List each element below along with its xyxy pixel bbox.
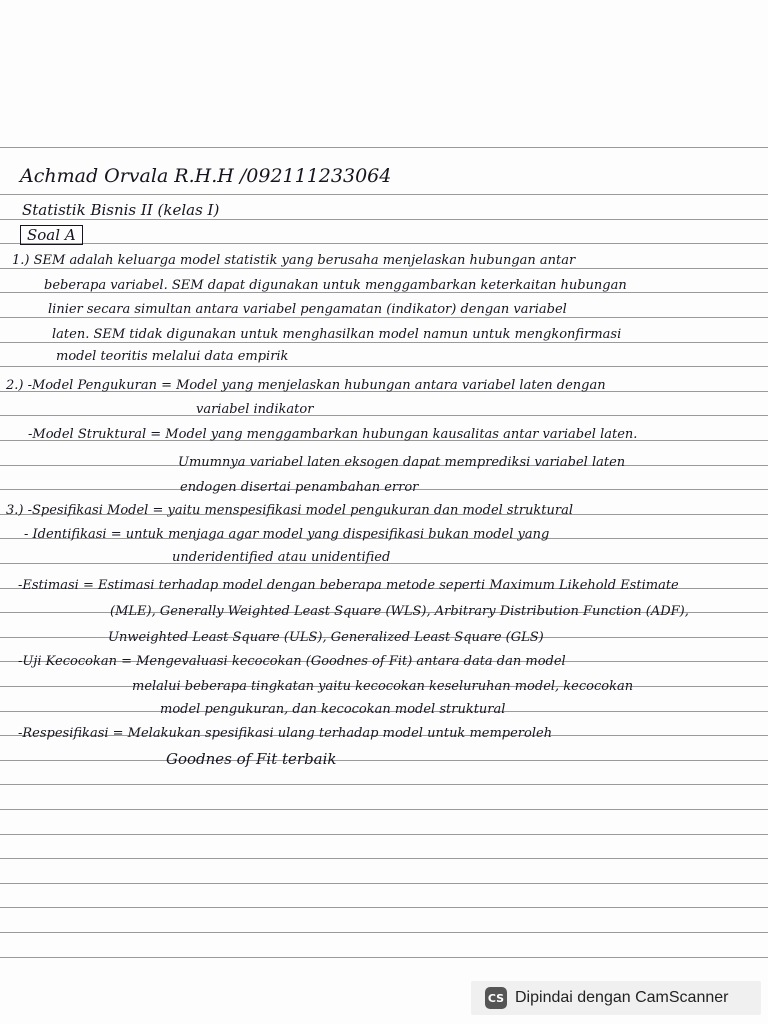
course-title: Statistik Bisnis II (kelas I) xyxy=(22,201,220,219)
answer-3-line: underidentified atau unidentified xyxy=(172,550,391,565)
answer-2-line: -Model Struktural = Model yang menggambarkan hubungan kausalitas antar variabel laten. xyxy=(28,427,638,442)
answer-2-line: 2.) -Model Pengukuran = Model yang menjelaskan hubungan antara variabel laten dengan xyxy=(6,378,606,393)
answer-2-line: variabel indikator xyxy=(196,402,314,417)
answer-3-line: (MLE), Generally Weighted Least Square (WLS), Arbitrary Distribution Function (ADF), xyxy=(110,604,689,619)
answer-3-line: model pengukuran, dan kecocokan model struktural xyxy=(160,702,506,717)
ruled-line xyxy=(0,243,768,244)
ruled-line xyxy=(0,858,768,859)
ruled-line xyxy=(0,415,768,416)
ruled-line xyxy=(0,932,768,933)
answer-3-line: Goodnes of Fit terbaik xyxy=(166,750,337,768)
answer-1-line: linier secara simultan antara variabel pengamatan (indikator) dengan variabel xyxy=(48,302,567,317)
answer-3-line: - Identifikasi = untuk menjaga agar model yang dispesifikasi bukan model yang xyxy=(24,527,550,542)
answer-3-line: -Respesifikasi = Melakukan spesifikasi ulang terhadap model untuk memperoleh xyxy=(18,726,553,741)
answer-3-line: 3.) -Spesifikasi Model = yaitu menspesifikasi model pengukuran dan model struktural xyxy=(6,503,574,518)
ruled-line xyxy=(0,907,768,908)
answer-3-line: Unweighted Least Square (ULS), Generalized Least Square (GLS) xyxy=(108,630,544,645)
ruled-line xyxy=(0,784,768,785)
ruled-line xyxy=(0,194,768,195)
ruled-line xyxy=(0,268,768,269)
ruled-line xyxy=(0,760,768,761)
ruled-line xyxy=(0,366,768,367)
answer-3-line: -Uji Kecocokan = Mengevaluasi kecocokan (Goodnes of Fit) antara data dan model xyxy=(18,654,566,669)
answer-1-line: 1.) SEM adalah keluarga model statistik yang berusaha menjelaskan hubungan antar xyxy=(12,253,576,268)
answer-2-line: endogen disertai penambahan error xyxy=(180,480,419,495)
ruled-line xyxy=(0,219,768,220)
answer-3-line: -Estimasi = Estimasi terhadap model dengan beberapa metode seperti Maximum Likehold Estimate xyxy=(18,578,679,593)
ruled-line xyxy=(0,342,768,343)
ruled-line xyxy=(0,834,768,835)
section-label: Soal A xyxy=(20,225,83,245)
ruled-line xyxy=(0,317,768,318)
ruled-line xyxy=(0,957,768,958)
student-name-id: Achmad Orvala R.H.H /092111233064 xyxy=(20,165,392,187)
watermark-text: Dipindai dengan CamScanner xyxy=(515,989,729,1006)
answer-1-line: model teoritis melalui data empirik xyxy=(56,349,289,364)
answer-3-line: melalui beberapa tingkatan yaitu kecocokan keseluruhan model, kecocokan xyxy=(132,679,634,694)
ruled-line xyxy=(0,883,768,884)
ruled-line xyxy=(0,809,768,810)
answer-1-line: beberapa variabel. SEM dapat digunakan untuk menggambarkan keterkaitan hubungan xyxy=(44,278,627,293)
ruled-line xyxy=(0,147,768,148)
answer-1-line: laten. SEM tidak digunakan untuk menghasilkan model namun untuk mengkonfirmasi xyxy=(52,327,622,342)
camscanner-watermark xyxy=(471,981,761,1015)
answer-2-line: Umumnya variabel laten eksogen dapat memprediksi variabel laten xyxy=(178,455,626,470)
camscanner-logo-icon: CS xyxy=(485,987,507,1009)
